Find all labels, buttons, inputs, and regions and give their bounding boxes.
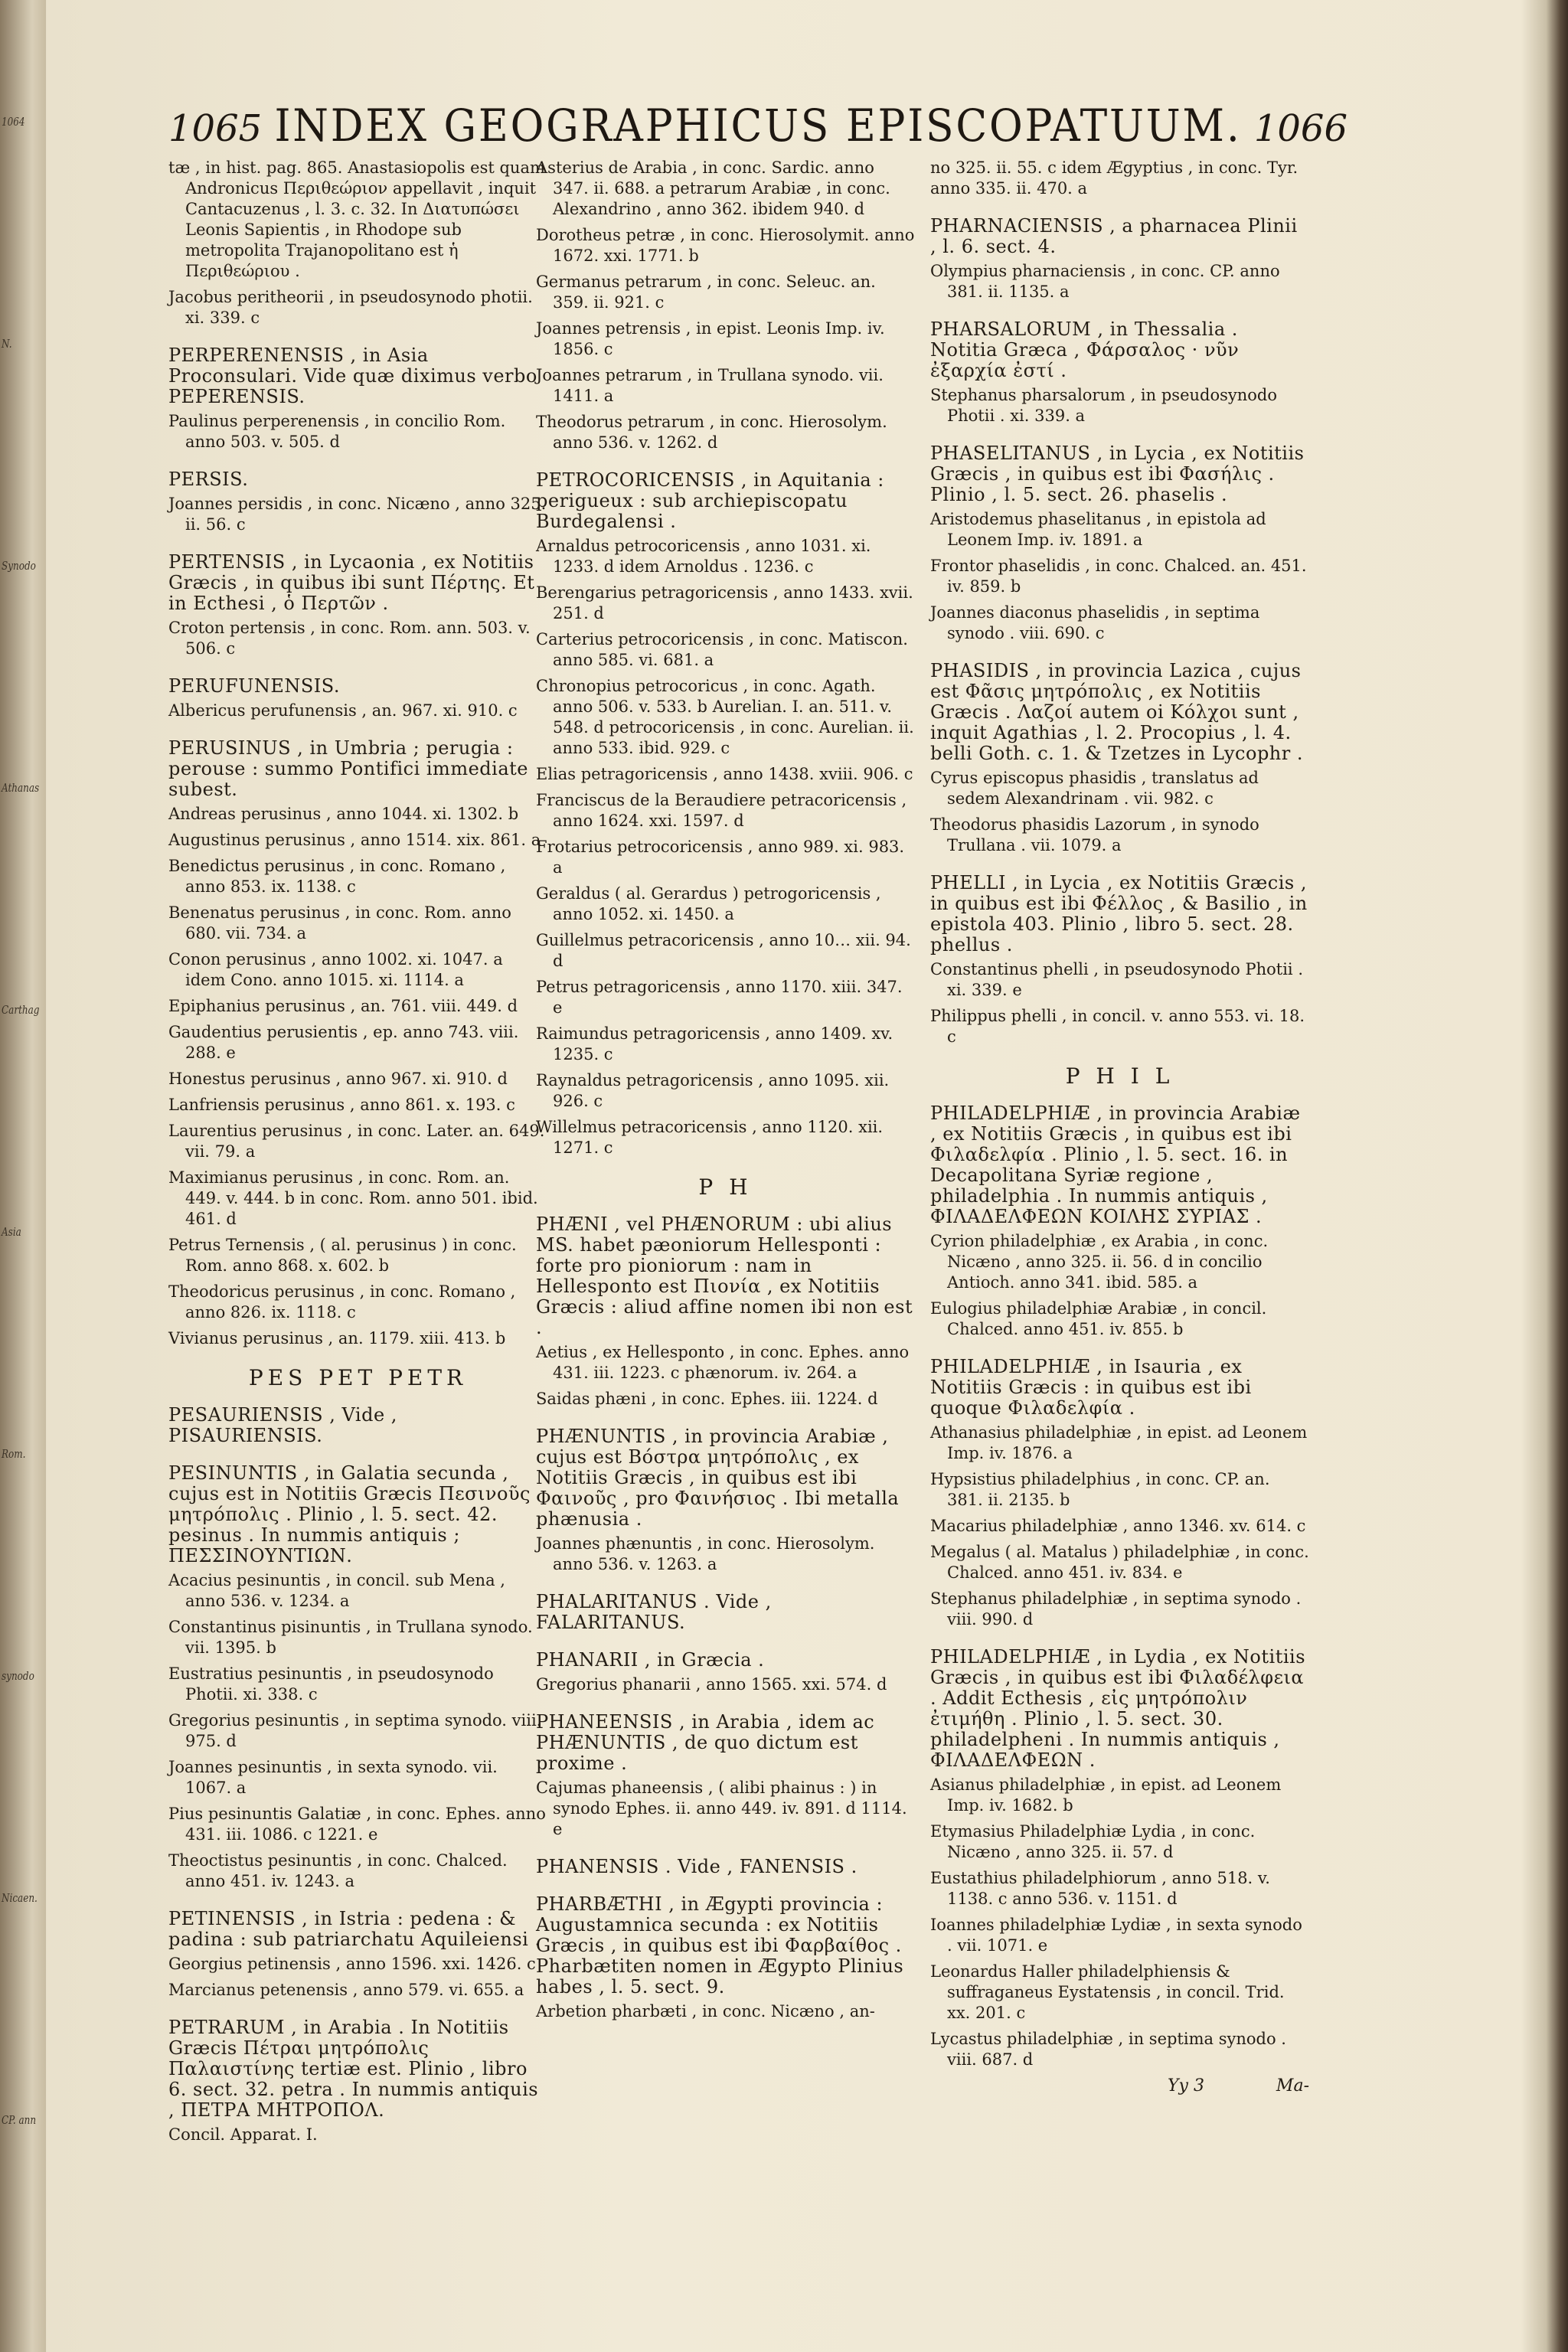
index-entry: Benenatus perusinus , in conc. Rom. anno 680. vii. 734. a: [168, 903, 511, 942]
index-heading: PERPERENENSIS , in Asia Proconsulari. Vide quæ diximus verbo PEPERENSIS.: [168, 345, 537, 407]
index-entry: Cajumas phaneensis , ( alibi phainus : ) in synodo Ephes. ii. anno 449. iv. 891. d 1114. e: [536, 1779, 907, 1838]
index-entry: Macarius philadelphiæ , anno 1346. xv. 614. c: [930, 1517, 1306, 1535]
index-heading: PHARBÆTHI , in Ægypti provincia : Augustamnica secunda : ex Notitiis Græcis , in quibus est ibi Φαρβαίθος . Pharbætiten nomen in Ægypto Plinius habes , l. 5. sect. 9.: [536, 1893, 904, 1998]
column-1: [168, 158, 547, 2151]
index-heading: PHILADELPHIÆ , in Lydia , ex Notitiis Græcis , in quibus est ibi Φιλαδέλφεια . Addit Ecthesis , εἰς μητρόπολιν ἐτιμήθη . Plinio , l. 5. sect. 30. philadelpheni . In nummis antiquis , ΦΙΛΑΔΕΛΦΕΩΝ .: [930, 1646, 1306, 1771]
index-entry: Joannes phænuntis , in conc. Hierosolym. anno 536. v. 1263. a: [536, 1534, 875, 1573]
index-entry: Lanfriensis perusinus , anno 861. x. 193. c: [168, 1096, 515, 1114]
index-entry: Asterius de Arabia , in conc. Sardic. anno 347. ii. 688. a petrarum Arabiæ , in conc. Alexandrino , anno 362. ibidem 940. d: [536, 158, 890, 218]
index-entry: Stephanus philadelphiæ , in septima synodo . viii. 990. d: [930, 1589, 1302, 1628]
index-heading: PHASELITANUS , in Lycia , ex Notitiis Græcis , in quibus est ibi Φασήλις . Plinio , l. 5. sect. 26. phaselis .: [930, 443, 1305, 505]
previous-page-fragment: N.: [2, 337, 12, 351]
index-entry: Petrus Ternensis , ( al. perusinus ) in conc. Rom. anno 868. x. 602. b: [168, 1236, 517, 1275]
index-heading: PETROCORICENSIS , in Aquitania : perigueux : sub archiepiscopatu Burdegalensi .: [536, 469, 884, 532]
index-entry: Marcianus petenensis , anno 579. vi. 655. a: [168, 1981, 524, 1999]
index-entry: Augustinus perusinus , anno 1514. xix. 861. a: [168, 831, 541, 849]
index-heading: PHASIDIS , in provincia Lazica , cujus est Φᾶσις μητρόπολις , ex Notitiis Græcis . Λαζοί autem oi Κόλχοι sunt , inquit Agathias , l. 2. Procopius , l. 4. belli Goth. c. 1. & Tzetzes in Lycophr .: [930, 660, 1303, 764]
index-heading: PHÆNI , vel PHÆNORUM : ubi alius MS. habet pæoniorum Hellesponti : forte pro pioniorum : nam in Hellesponto est Πιονία , ex Notitiis Græcis : aliud affine nomen ibi non est .: [536, 1214, 913, 1338]
index-entry: Raimundus petragoricensis , anno 1409. xv. 1235. c: [536, 1024, 893, 1063]
index-entry: Gregorius pesinuntis , in septima synodo. viii. 975. d: [168, 1711, 542, 1750]
index-entry: Eustathius philadelphiorum , anno 518. v. 1138. c anno 536. v. 1151. d: [930, 1869, 1270, 1908]
index-entry: Pius pesinuntis Galatiæ , in conc. Ephes. anno 431. iii. 1086. c 1221. e: [168, 1805, 546, 1844]
index-heading: PERTENSIS , in Lycaonia , ex Notitiis Græcis , in quibus ibi sunt Πέρτης. Et in Ecthesi , ὁ Περτῶν .: [168, 551, 535, 614]
index-entry: Petrus petragoricensis , anno 1170. xiii. 347. e: [536, 978, 903, 1017]
index-entry: Honestus perusinus , anno 967. xi. 910. d: [168, 1070, 508, 1088]
index-heading: PHALARITANUS . Vide , FALARITANUS.: [536, 1591, 772, 1633]
index-entry: Asianus philadelphiæ , in epist. ad Leonem Imp. iv. 1682. b: [930, 1775, 1282, 1815]
page-number-left: 1065: [168, 107, 263, 150]
index-entry: Eustratius pesinuntis , in pseudosynodo Photii. xi. 338. c: [168, 1664, 494, 1704]
index-entry: Constantinus phelli , in pseudosynodo Photii . xi. 339. e: [930, 960, 1303, 999]
index-entry: Franciscus de la Beraudiere petracoricensis , anno 1624. xxi. 1597. d: [536, 791, 907, 830]
signature-mark: Yy 3: [1168, 2076, 1204, 2096]
index-heading: PHELLI , in Lycia , ex Notitiis Græcis , in quibus est ibi Φέλλος , & Basilio , in epistola 403. Plinio , libro 5. sect. 28. phellus .: [930, 872, 1308, 956]
previous-page-fragment: Nicaen.: [2, 1891, 38, 1905]
previous-page-fragment: Athanas: [2, 781, 40, 795]
previous-page-fragment: 1064: [2, 115, 25, 129]
index-entry: Joannes pesinuntis , in sexta synodo. vii. 1067. a: [168, 1758, 498, 1797]
index-entry: Theodorus petrarum , in conc. Hierosolym. anno 536. v. 1262. d: [536, 413, 887, 452]
index-heading: PHARNACIENSIS , a pharnacea Plinii , l. 6. sect. 4.: [930, 215, 1298, 257]
index-entry: Willelmus petracoricensis , anno 1120. xii. 1271. c: [536, 1118, 884, 1157]
index-entry: Albericus perufunensis , an. 967. xi. 910. c: [168, 701, 518, 720]
index-entry: Olympius pharnaciensis , in conc. CP. anno 381. ii. 1135. a: [930, 262, 1280, 301]
index-entry: Concil. Apparat. I.: [168, 2125, 318, 2144]
index-entry: Andreas perusinus , anno 1044. xi. 1302. b: [168, 805, 519, 823]
index-entry: Joannes diaconus phaselidis , in septima synodo . viii. 690. c: [930, 603, 1260, 642]
index-entry: Cyrus episcopus phasidis , translatus ad sedem Alexandrinam . vii. 982. c: [930, 769, 1259, 808]
index-heading: PERSIS.: [168, 469, 249, 490]
page-number-right: 1066: [1253, 107, 1348, 150]
index-heading: PHILADELPHIÆ , in Isauria , ex Notitiis Græcis : in quibus est ibi quoque Φιλαδελφία .: [930, 1356, 1252, 1419]
index-entry: Joannes persidis , in conc. Nicæno , anno 325. ii. 56. c: [168, 495, 547, 534]
index-entry: Leonardus Haller philadelphiensis & suffraganeus Eystatensis , in concil. Trid. xx. 201. c: [930, 1962, 1285, 2022]
index-entry: Aristodemus phaselitanus , in epistola ad Leonem Imp. iv. 1891. a: [930, 510, 1266, 549]
index-heading: PERUFUNENSIS.: [168, 675, 340, 697]
book-page: [54, 0, 1524, 2352]
index-entry: Raynaldus petragoricensis , anno 1095. xii. 926. c: [536, 1071, 890, 1110]
index-entry: Gaudentius perusientis , ep. anno 743. viii. 288. e: [168, 1023, 519, 1062]
index-heading: PHÆNUNTIS , in provincia Arabiæ , cujus est Βόστρα μητρόπολις , ex Notitiis Græcis , in quibus est ibi Φαινοῦς , pro Φαινήσιος . Ibi metalla phænusia .: [536, 1426, 900, 1530]
index-entry: Guillelmus petracoricensis , anno 10… xii. 94. d: [536, 931, 911, 970]
index-heading: PESINUNTIS , in Galatia secunda , cujus est in Notitiis Græcis Πεσινοῦς μητρόπολις . Plinio , l. 5. sect. 42. pesinus . In nummis antiquis ; ΠΕΣΣΙΝΟΥΝΤΙΩΝ.: [168, 1462, 531, 1566]
previous-page-fragment: Carthag: [2, 1003, 40, 1017]
index-heading: PESAURIENSIS , Vide , PISAURIENSIS.: [168, 1404, 397, 1446]
running-header: [168, 100, 1348, 161]
index-entry: Arbetion pharbæti , in conc. Nicæno , an-: [536, 2002, 875, 2020]
index-heading: P H I L: [1065, 1063, 1174, 1089]
index-entry: Carterius petrocoricensis , in conc. Matiscon. anno 585. vi. 681. a: [536, 630, 908, 669]
index-heading: PHANEENSIS , in Arabia , idem ac PHÆNUNTIS , de quo dictum est proxime .: [536, 1711, 875, 1774]
index-entry: Joannes petrensis , in epist. Leonis Imp. iv. 1856. c: [536, 319, 885, 358]
index-entry: Megalus ( al. Matalus ) philadelphiæ , in conc. Chalced. anno 451. iv. 834. e: [930, 1543, 1309, 1582]
index-heading: PETINENSIS , in Istria : pedena : & padina : sub patriarchatu Aquileiensi .: [168, 1908, 541, 1950]
index-entry: Georgius petinensis , anno 1596. xxi. 1426. c: [168, 1955, 536, 1973]
index-entry: Saidas phæni , in conc. Ephes. iii. 1224. d: [536, 1390, 878, 1408]
index-heading: PHANARII , in Græcia .: [536, 1649, 765, 1671]
index-entry: Frontor phaselidis , in conc. Chalced. an. 451. iv. 859. b: [930, 557, 1307, 596]
index-entry: Elias petragoricensis , anno 1438. xviii. 906. c: [536, 765, 913, 783]
index-entry: no 325. ii. 55. c idem Ægyptius , in conc. Tyr. anno 335. ii. 470. a: [930, 158, 1298, 198]
index-entry: Stephanus pharsalorum , in pseudosynodo Photii . xi. 339. a: [930, 386, 1277, 425]
index-entry: Dorotheus petræ , in conc. Hierosolymit. anno 1672. xxi. 1771. b: [536, 226, 915, 265]
previous-page-fragment: Asia: [2, 1225, 21, 1239]
index-entry: Paulinus perperenensis , in concilio Rom. anno 503. v. 505. d: [168, 412, 506, 451]
index-heading: PHARSALORUM , in Thessalia . Notitia Græca , Φάρσαλος · νῦν ἐξαρχία ἐστί .: [930, 318, 1240, 381]
previous-page-fragment: CP. ann: [2, 2113, 37, 2127]
index-entry: Jacobus peritheorii , in pseudosynodo photii. xi. 339. c: [168, 288, 533, 327]
index-entry: Berengarius petragoricensis , anno 1433. xvii. 251. d: [536, 583, 913, 622]
index-entry: Theoctistus pesinuntis , in conc. Chalced. anno 451. iv. 1243. a: [168, 1851, 508, 1890]
index-entry: Vivianus perusinus , an. 1179. xiii. 413. b: [168, 1329, 506, 1348]
index-entry: Laurentius perusinus , in conc. Later. an. 649. vii. 79. a: [168, 1122, 545, 1161]
index-entry: Cyrion philadelphiæ , ex Arabia , in conc. Nicæno , anno 325. ii. 56. d in concilio Antioch. anno 341. ibid. 585. a: [930, 1232, 1269, 1292]
index-entry: Athanasius philadelphiæ , in epist. ad Leonem Imp. iv. 1876. a: [930, 1423, 1308, 1462]
index-entry: Theodorus phasidis Lazorum , in synodo Trullana . vii. 1079. a: [930, 815, 1259, 854]
index-entry: Arnaldus petrocoricensis , anno 1031. xi. 1233. d idem Arnoldus . 1236. c: [536, 537, 871, 576]
index-entry: Benedictus perusinus , in conc. Romano , anno 853. ix. 1138. c: [168, 857, 506, 896]
index-entry: Ioannes philadelphiæ Lydiæ , in sexta synodo . vii. 1071. e: [930, 1916, 1302, 1955]
running-title: INDEX GEOGRAPHICUS EPISCOPATUUM.: [274, 100, 1242, 152]
index-entry: Geraldus ( al. Gerardus ) petrogoricensis , anno 1052. xi. 1450. a: [536, 884, 881, 923]
index-entry: Lycastus philadelphiæ , in septima synodo . viii. 687. d: [930, 2030, 1286, 2069]
index-entry: Philippus phelli , in concil. v. anno 553. vi. 18. c: [930, 1007, 1305, 1046]
index-heading: P H: [698, 1174, 753, 1200]
index-entry: Constantinus pisinuntis , in Trullana synodo. vii. 1395. b: [168, 1618, 533, 1657]
previous-page-fragment: Rom.: [2, 1447, 26, 1461]
index-entry: Aetius , ex Hellesponto , in conc. Ephes. anno 431. iii. 1223. c phænorum. iv. 264. a: [536, 1343, 910, 1382]
index-entry: Acacius pesinuntis , in concil. sub Mena , anno 536. v. 1234. a: [168, 1571, 505, 1610]
index-entry: Chronopius petrocoricus , in conc. Agath. anno 506. v. 533. b Aurelian. I. an. 511. v. 548. d petrocoricensis , in conc. Aurelian. ii. anno 533. ibid. 929. c: [536, 677, 914, 757]
index-entry: Eulogius philadelphiæ Arabiæ , in concil. Chalced. anno 451. iv. 855. b: [930, 1299, 1267, 1338]
index-entry: Conon perusinus , anno 1002. xi. 1047. a idem Cono. anno 1015. xi. 1114. a: [168, 950, 503, 989]
index-entry: Frotarius petrocoricensis , anno 989. xi. 983. a: [536, 838, 905, 877]
index-heading: PES PET PETR: [248, 1365, 468, 1390]
index-heading: PHILADELPHIÆ , in provincia Arabiæ , ex Notitiis Græcis , in quibus est ibi Φιλαδελφία . Plinio , l. 5. sect. 16. in Decapolitana Syriæ regione , philadelphia . In nummis antiquis , ΦΙΛΑΔΕΛΦΕΩΝ ΚΟΙΛΗΣ ΣΥΡΙΑΣ .: [930, 1102, 1301, 1227]
previous-page-fragment: synodo: [2, 1669, 34, 1683]
index-entry: Joannes petrarum , in Trullana synodo. vii. 1411. a: [536, 366, 884, 405]
index-entry: Hypsistius philadelphius , in conc. CP. an. 381. ii. 2135. b: [930, 1470, 1270, 1509]
catchword: Ma-: [1276, 2076, 1309, 2096]
index-entry: Epiphanius perusinus , an. 761. viii. 449. d: [168, 997, 518, 1015]
index-entry: Germanus petrarum , in conc. Seleuc. an. 359. ii. 921. c: [536, 273, 876, 312]
index-entry: Etymasius Philadelphiæ Lydia , in conc. Nicæno , anno 325. ii. 57. d: [930, 1822, 1256, 1861]
previous-page-edge: [0, 0, 46, 2352]
column-2: [536, 158, 915, 2027]
index-entry: Croton pertensis , in conc. Rom. ann. 503. v. 506. c: [168, 619, 531, 658]
index-entry: Maximianus perusinus , in conc. Rom. an. 449. v. 444. b in conc. Rom. anno 501. ibid. 461. d: [168, 1168, 538, 1228]
index-entry: Gregorius phanarii , anno 1565. xxi. 574. d: [536, 1675, 887, 1694]
index-entry: Theodoricus perusinus , in conc. Romano , anno 826. ix. 1118. c: [168, 1282, 516, 1321]
index-heading: PHANENSIS . Vide , FANENSIS .: [536, 1856, 858, 1877]
previous-page-fragment: Synodo: [2, 559, 36, 573]
index-heading: PERUSINUS , in Umbria ; perugia : perouse : summo Pontifici immediate subest.: [168, 737, 528, 800]
index-entry: tæ , in hist. pag. 865. Anastasiopolis est quam Andronicus Περιθεώριον appellavit , inquit Cantacuzenus , l. 3. c. 32. In Διατυπώσει Leonis Sapientis , in Rhodope sub metropolita Trajanopolitano est ἡ Περιθεώριου .: [168, 158, 545, 280]
index-heading: PETRARUM , in Arabia . In Notitiis Græcis Πέτραι μητρόπολις Παλαιστίνης tertiæ est. Plinio , libro 6. sect. 32. petra . In nummis antiquis , ΠΕΤΡΑ ΜΗΤΡΟΠΟΛ.: [168, 2017, 539, 2121]
column-3: [930, 158, 1309, 2076]
